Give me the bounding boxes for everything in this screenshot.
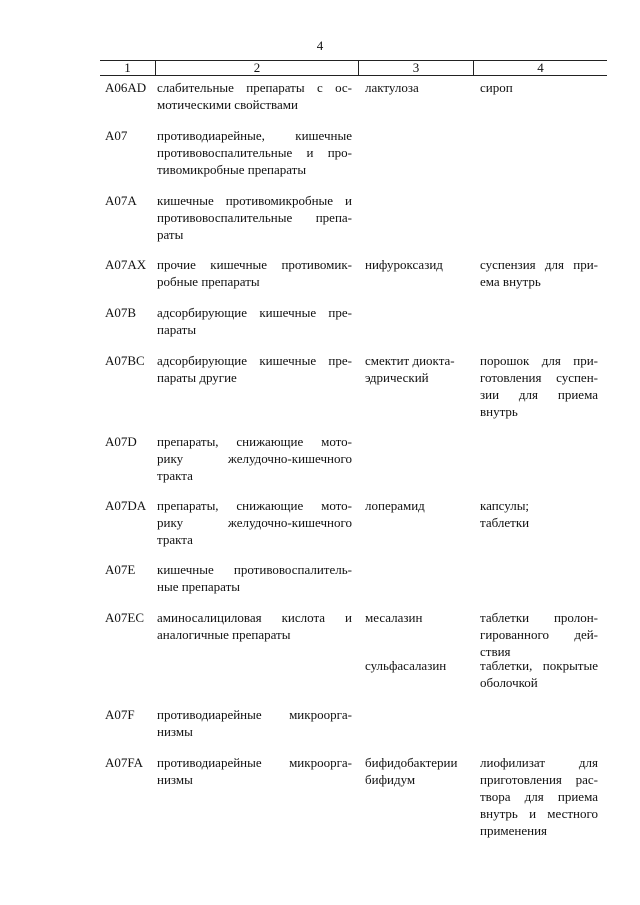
group-description: [157, 256, 352, 290]
group-description-line: мотическими свойствами: [157, 97, 298, 112]
group-description: [157, 706, 352, 740]
group-description-line: аминосалициловая кислота и: [157, 610, 352, 625]
drug-name-line: месалазин: [365, 610, 423, 625]
dosage-form-line: лиофилизат для: [480, 755, 598, 770]
drug-name-line: сульфасалазин: [365, 658, 447, 673]
dosage-form-line: суспензия для при-: [480, 257, 598, 272]
group-description-line: низмы: [157, 724, 193, 739]
group-description-line: тракта: [157, 468, 193, 483]
group-description-line: противодиарейные микроорга-: [157, 755, 352, 770]
group-description: [157, 754, 352, 788]
group-description-line: робные препараты: [157, 274, 260, 289]
atc-code: A07DA: [105, 498, 147, 513]
dosage-form-line: гированного дей-: [480, 627, 598, 642]
dosage-form-line: зии для приема: [480, 387, 598, 402]
dosage-form-line: таблетки пролон-: [480, 610, 598, 625]
drug-name: [365, 79, 470, 96]
group-description-line: препараты, снижающие мото-: [157, 498, 352, 513]
drug-name-line: эдрический: [365, 370, 429, 385]
dosage-form-line: капсулы;: [480, 498, 530, 513]
atc-code: A07E: [105, 562, 136, 577]
atc-code: A07AX: [105, 257, 147, 272]
group-description: [157, 127, 352, 178]
dosage-form-line: приготовления рас-: [480, 772, 598, 787]
group-description-line: адсорбирующие кишечные пре-: [157, 305, 352, 320]
drug-name: [365, 352, 470, 386]
atc-code: A07: [105, 128, 128, 143]
group-description-line: противовоспалительные и про-: [157, 145, 352, 160]
group-description: [157, 79, 352, 113]
dosage-form-line: внутрь: [480, 404, 518, 419]
atc-code: A07EC: [105, 610, 144, 625]
dosage-form: [480, 79, 598, 96]
group-description-line: тивомикробные препараты: [157, 162, 307, 177]
dosage-form-line: порошок для при-: [480, 353, 598, 368]
atc-code: A07D: [105, 434, 137, 449]
group-description-line: адсорбирующие кишечные пре-: [157, 353, 352, 368]
group-description-line: противодиарейные микроорга-: [157, 707, 352, 722]
group-description-line: кишечные противовоспалитель-: [157, 562, 352, 577]
atc-code: A07F: [105, 707, 135, 722]
drug-name: [365, 256, 470, 273]
atc-code: A07A: [105, 193, 137, 208]
dosage-form-line: таблетки, покрытые: [480, 658, 598, 673]
group-description-line: противовоспалительные препа-: [157, 210, 352, 225]
dosage-form: [480, 657, 598, 691]
group-description-line: параты: [157, 322, 197, 337]
drug-name: [365, 657, 470, 674]
atc-code: A07FA: [105, 755, 144, 770]
group-description-line: кишечные противомикробные и: [157, 193, 352, 208]
group-description-line: ные препараты: [157, 579, 241, 594]
dosage-form-line: оболочкой: [480, 675, 538, 690]
header-col-2: 2: [253, 60, 261, 75]
dosage-form-line: таблетки: [480, 515, 530, 530]
group-description-line: рику желудочно-кишечного: [157, 515, 352, 530]
group-description-line: препараты, снижающие мото-: [157, 434, 352, 449]
header-col-3: 3: [412, 60, 420, 75]
drug-name-line: бифидобактерии: [365, 755, 458, 770]
group-description-line: тракта: [157, 532, 193, 547]
drug-name-line: лоперамид: [365, 498, 425, 513]
dosage-form-line: внутрь и местного: [480, 806, 598, 821]
group-description: [157, 433, 352, 484]
dosage-form: [480, 256, 598, 290]
header-col-1: 1: [124, 60, 131, 75]
group-description: [157, 497, 352, 548]
group-description-line: параты другие: [157, 370, 237, 385]
drug-name-line: нифуроксазид: [365, 257, 443, 272]
dosage-form-line: готовления суспен-: [480, 370, 598, 385]
group-description: [157, 304, 352, 338]
group-description: [157, 192, 352, 243]
group-description: [157, 609, 352, 643]
dosage-form: [480, 352, 598, 420]
group-description: [157, 352, 352, 386]
group-description-line: прочие кишечные противомик-: [157, 257, 352, 272]
drug-name: [365, 609, 470, 626]
group-description-line: рику желудочно-кишечного: [157, 451, 352, 466]
dosage-form-line: ствия: [480, 644, 511, 659]
page-number: 4: [316, 38, 324, 53]
group-description: [157, 561, 352, 595]
group-description-line: аналогичные препараты: [157, 627, 291, 642]
atc-code: A06AD: [105, 80, 147, 95]
drug-name: [365, 754, 470, 788]
dosage-form-line: сироп: [480, 80, 513, 95]
atc-code: A07B: [105, 305, 137, 320]
group-description-line: раты: [157, 227, 184, 242]
atc-code: A07BC: [105, 353, 145, 368]
group-description-line: низмы: [157, 772, 193, 787]
dosage-form-line: твора для приема: [480, 789, 598, 804]
group-description-line: противодиарейные, кишечные: [157, 128, 352, 143]
dosage-form-line: применения: [480, 823, 548, 838]
header-col-4: 4: [537, 60, 544, 75]
dosage-form: [480, 754, 598, 839]
drug-name-line: лактулоза: [365, 80, 419, 95]
dosage-form: [480, 497, 598, 531]
drug-name-line: смектит диокта-: [365, 353, 455, 368]
dosage-form: [480, 609, 598, 660]
dosage-form-line: ема внутрь: [480, 274, 541, 289]
drug-name-line: бифидум: [365, 772, 416, 787]
group-description-line: слабительные препараты с ос-: [157, 80, 352, 95]
header-bottom-rule: [100, 75, 607, 76]
drug-name: [365, 497, 470, 514]
